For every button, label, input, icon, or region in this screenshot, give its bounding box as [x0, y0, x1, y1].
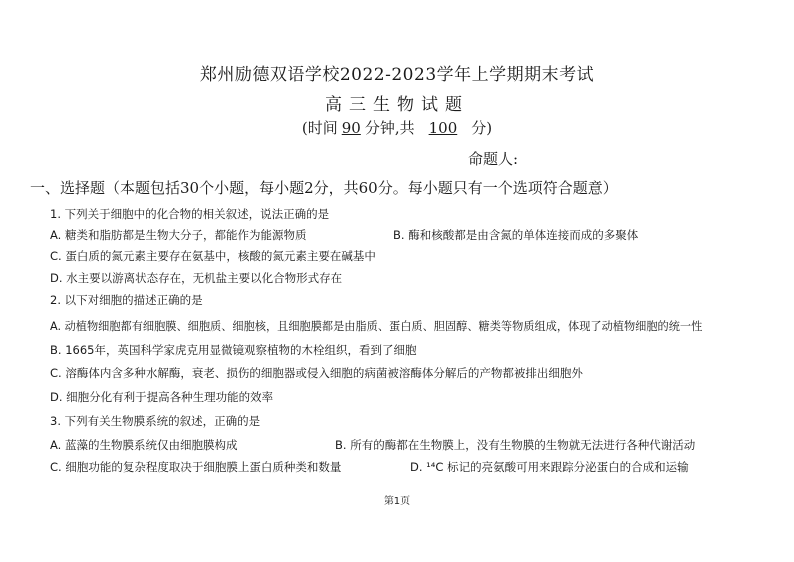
- page-number: 第1页: [383, 496, 411, 507]
- time-value: 90: [341, 119, 361, 137]
- exam-time-score: [0, 117, 794, 138]
- section-title: 一、选择题（本题包括30个小题，每小题2分，共60分。每小题只有一个选项符合题意）: [30, 179, 618, 197]
- score-value: 100: [428, 119, 458, 137]
- author-label: 命题人:: [468, 150, 519, 168]
- question-3-option-c: C. 细胞功能的复杂程度取决于细胞膜上蛋白质种类和数量: [50, 460, 342, 474]
- question-1-option-c: C. 蛋白质的氮元素主要存在氨基中，核酸的氮元素主要在碱基中: [50, 249, 376, 263]
- question-3-option-d: D. ¹⁴C 标记的亮氨酸可用来跟踪分泌蛋白的合成和运输: [410, 460, 689, 474]
- question-1-option-a: A. 糖类和脂肪都是生物大分子，都能作为能源物质: [50, 228, 307, 242]
- question-2-option-d: D. 细胞分化有利于提高各种生理功能的效率: [50, 390, 274, 404]
- question-1-option-b: B. 酶和核酸都是由含氮的单体连接而成的多聚体: [393, 228, 639, 242]
- time-prefix: (时间: [301, 119, 338, 137]
- exam-subtitle: 高三生物试题: [325, 95, 469, 115]
- time-mid: 分钟,共: [364, 119, 415, 137]
- score-suffix: 分): [471, 119, 493, 137]
- question-3-option-b: B. 所有的酶都在生物膜上，没有生物膜的生物就无法进行各种代谢活动: [335, 438, 696, 452]
- question-2-option-a: A. 动植物细胞都有细胞膜、细胞质、细胞核，且细胞膜都是由脂质、蛋白质、胆固醇、糖类等物质组成，体现了动植物细胞的统一性: [50, 320, 703, 333]
- question-2-option-c: C. 溶酶体内含多种水解酶，衰老、损伤的细胞器或侵入细胞的病菌被溶酶体分解后的产物都被排出细胞外: [50, 366, 583, 380]
- question-1-stem: 1. 下列关于细胞中的化合物的相关叙述，说法正确的是: [50, 207, 330, 221]
- exam-title: 郑州励德双语学校2022-2023学年上学期期末考试: [199, 65, 595, 85]
- question-2-stem: 2. 以下对细胞的描述正确的是: [50, 293, 203, 307]
- question-3-option-a: A. 蓝藻的生物膜系统仅由细胞膜构成: [50, 438, 238, 452]
- question-2-option-b: B. 1665年，英国科学家虎克用显微镜观察植物的木栓组织，看到了细胞: [50, 343, 417, 357]
- question-3-stem: 3. 下列有关生物膜系统的叙述，正确的是: [50, 414, 261, 428]
- question-1-option-d: D. 水主要以游离状态存在，无机盐主要以化合物形式存在: [50, 271, 343, 285]
